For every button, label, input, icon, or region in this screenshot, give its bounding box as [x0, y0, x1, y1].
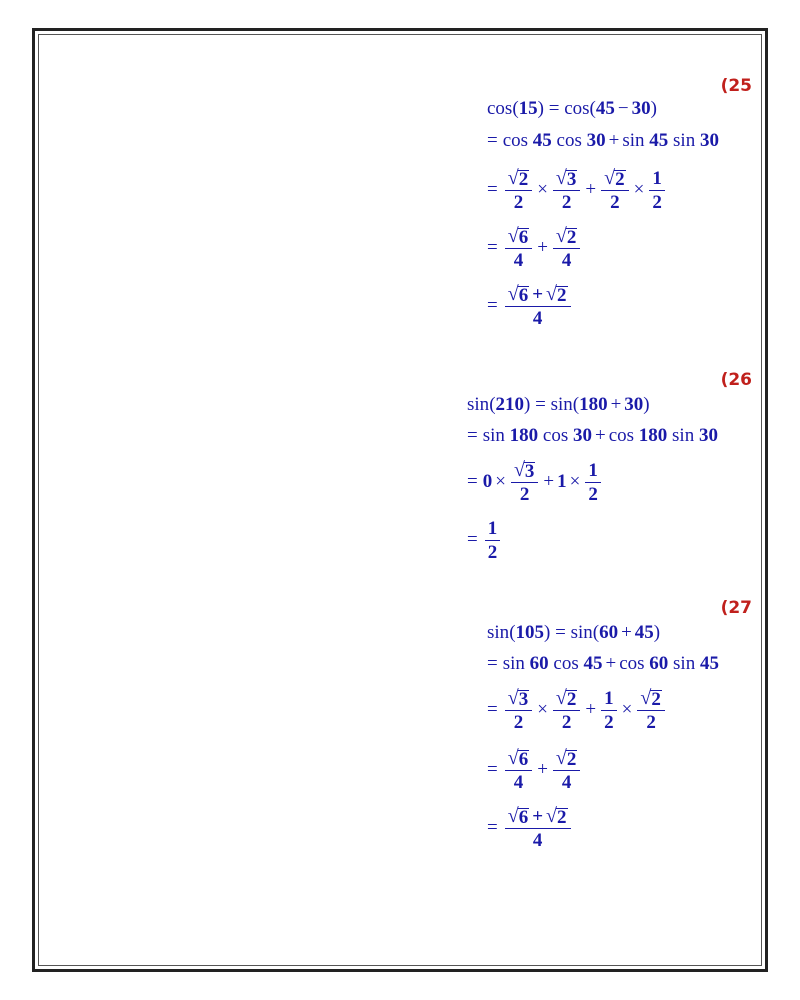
fraction: √ 6 4 [505, 227, 532, 270]
fraction: $\frac{1}{2}$ [601, 689, 617, 732]
equation-line: = sin 60 cos 45 + cos 60 sin 45 [487, 653, 719, 674]
equation-line: sin(105) = sin(60 + 45) [487, 622, 661, 643]
equation-line: = √ 6 4 + √ 2 4 [487, 222, 582, 274]
problem-number-26: (26 [720, 370, 752, 390]
equation-line: = $\frac{1}{2}$ [467, 514, 502, 566]
equation-line: = 0 × √ 3 2 + 1 × $\frac{1}{2}$ [467, 456, 603, 508]
fraction: √ 6 4 [505, 749, 532, 792]
fraction: √ 3 2 [511, 461, 538, 504]
equation-line: = √ 6 4 + √ 2 4 [487, 744, 582, 796]
fraction: √ 2 2 [637, 689, 664, 732]
fraction: $\frac{1}{2}$ [485, 519, 501, 562]
fraction: √ 2 2 [601, 169, 628, 212]
equation-line: = √ 6 + √ 2 4 [487, 280, 573, 332]
fraction: √ 6 + √ 2 4 [505, 807, 571, 850]
equation-line: cos(15) = cos(45 − 30) [487, 98, 657, 119]
fraction: √ 2 4 [553, 227, 580, 270]
equation-line: sin(210) = sin(180 + 30) [467, 394, 650, 415]
fraction: √ 3 2 [553, 169, 580, 212]
problem-number-27: (27 [720, 598, 752, 618]
fraction: √ 6 + √ 2 4 [505, 285, 571, 328]
fraction: √ 2 4 [553, 749, 580, 792]
fraction: √ 2 2 [505, 169, 532, 212]
equation-line: = √ 3 2 × √ 2 2 + $\frac{1}{2}$ × √ 2 2 [487, 684, 667, 736]
equation-line: = cos 45 cos 30 + sin 45 sin 30 [487, 130, 719, 151]
problem-number-25: (25 [720, 76, 752, 96]
equation-line: = sin 180 cos 30 + cos 180 sin 30 [467, 425, 718, 446]
equation-line: = √ 6 + √ 2 4 [487, 802, 573, 854]
fraction: √ 3 2 [505, 689, 532, 732]
fraction: $\frac{1}{2}$ [649, 169, 665, 212]
fraction: $\frac{1}{2}$ [585, 461, 601, 504]
fraction: √ 2 2 [553, 689, 580, 732]
equation-line: = √ 2 2 × √ 3 2 + √ 2 2 × $\frac{1}{2}$ [487, 164, 667, 216]
